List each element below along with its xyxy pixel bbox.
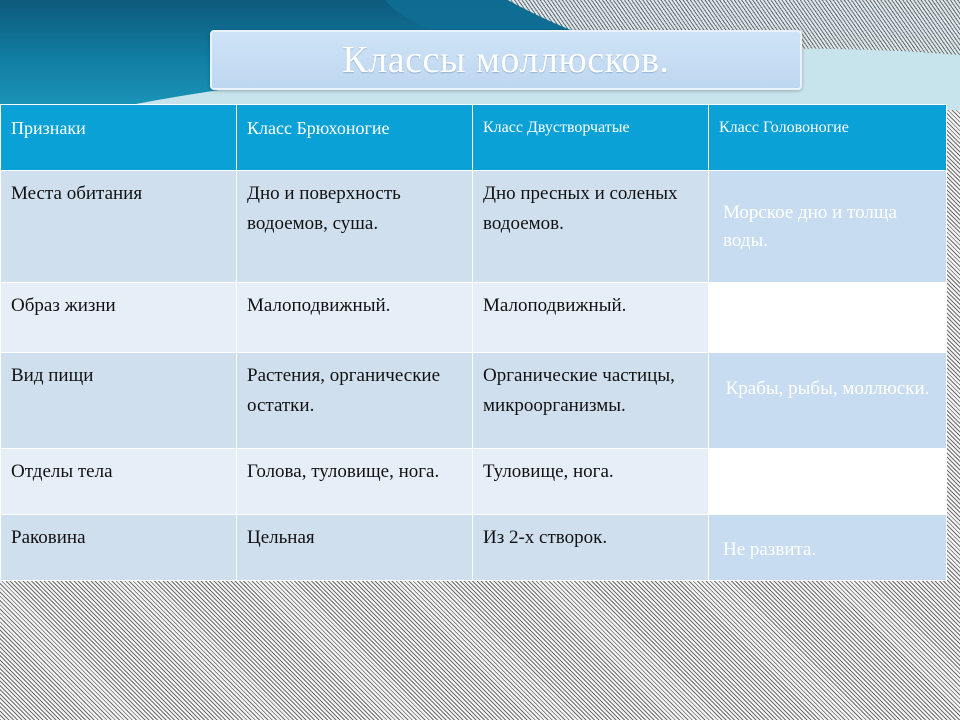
table-cell: Туловище, нога. — [473, 449, 709, 515]
row-feature: Места обитания — [1, 171, 237, 283]
table-row — [1, 283, 947, 353]
row-feature: Образ жизни — [1, 283, 237, 353]
table-cell — [709, 283, 947, 353]
table-cell: Из 2-х створок. — [473, 515, 709, 581]
table-row — [1, 449, 947, 515]
table-cell: Не развита. — [709, 515, 947, 581]
table-cell: Органические частицы, микроорганизмы. — [473, 353, 709, 449]
row-feature: Отделы тела — [1, 449, 237, 515]
column-header: Признаки — [1, 105, 237, 171]
table-row — [1, 515, 947, 581]
table-cell: Цельная — [237, 515, 473, 581]
slide-title: Классы моллюсков. — [342, 39, 670, 81]
table-cell: Растения, органические остатки. — [237, 353, 473, 449]
row-feature: Вид пищи — [1, 353, 237, 449]
table-cell — [709, 449, 947, 515]
table-row — [1, 171, 947, 283]
table-cell: Дно и поверхность водоемов, суша. — [237, 171, 473, 283]
row-feature: Раковина — [1, 515, 237, 581]
table-cell: Крабы, рыбы, моллюски. — [709, 353, 947, 449]
column-header: Класс Головоногие — [709, 105, 947, 171]
table-cell: Малоподвижный. — [473, 283, 709, 353]
mollusc-classes-table — [0, 104, 947, 581]
table-cell: Голова, туловище, нога. — [237, 449, 473, 515]
table-header-row — [1, 105, 947, 171]
table-cell: Морское дно и толща воды. — [709, 171, 947, 283]
table-cell: Малоподвижный. — [237, 283, 473, 353]
column-header: Класс Двустворчатые — [473, 105, 709, 171]
table-cell: Дно пресных и соленых водоемов. — [473, 171, 709, 283]
slide-title-box — [210, 30, 802, 90]
table-row — [1, 353, 947, 449]
column-header: Класс Брюхоногие — [237, 105, 473, 171]
